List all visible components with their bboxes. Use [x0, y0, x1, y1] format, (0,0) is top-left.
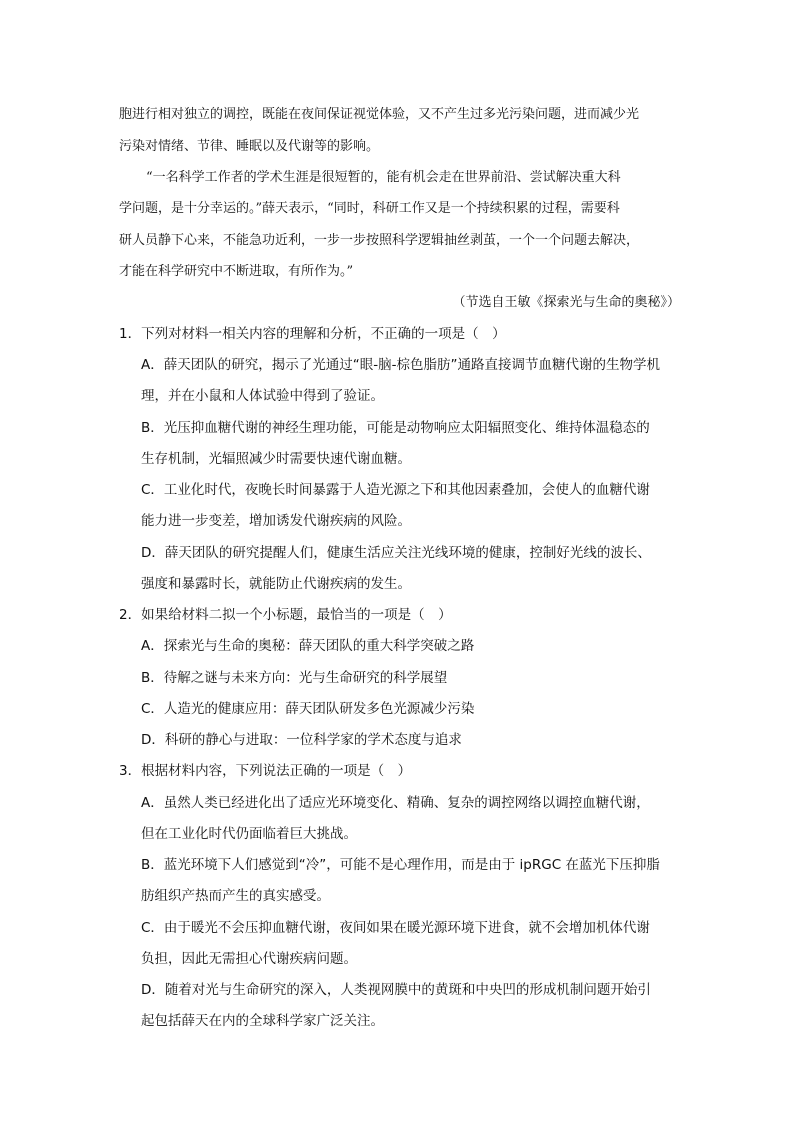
passage-line: 才能在科学研究中不断进取，有所作为。”: [119, 264, 354, 279]
option-d: D．科研的静心与进取：一位科学家的学术态度与追求: [141, 732, 462, 748]
option-a: A．虽然人类已经进化出了适应光环境变化、精确、复杂的调控网络以调控血糖代谢，: [141, 795, 650, 811]
option-b-cont: 生存机制，光辐照减少时需要快速代谢血糖。: [141, 451, 411, 467]
option-a-cont: 理，并在小鼠和人体试验中得到了验证。: [141, 388, 384, 404]
passage-line: 研人员静下心来，不能急功近利，一步一步按照科学逻辑抽丝剥茧，一个一个问题去解决，: [119, 233, 640, 248]
option-d-cont: 起包括薛天在内的全球科学家广泛关注。: [141, 1013, 384, 1029]
option-b: B．光压抑血糖代谢的神经生理功能，可能是动物响应太阳辐照变化、维持体温稳态的: [141, 420, 650, 436]
option-b: B．蓝光环境下人们感觉到“冷”，可能不是心理作用，而是由于 ipRGC 在蓝光下压抑脂: [141, 857, 660, 873]
option-b-cont: 肪组织产热而产生的真实感受。: [141, 888, 330, 904]
option-c: C．工业化时代，夜晚长时间暴露于人造光源之下和其他因素叠加，会使人的血糖代谢: [141, 482, 650, 498]
question-stem: 2．如果给材料二拟一个小标题，最恰当的一项是（ ）: [119, 607, 452, 623]
passage-line: 胞进行相对独立的调控，既能在夜间保证视觉体验，又不产生过多光污染问题，进而减少光: [119, 107, 640, 122]
passage-line: 学问题，是十分幸运的。”薛天表示，“同时，科研工作又是一个持续积累的过程，需要科: [119, 201, 620, 216]
option-a: A．薛天团队的研究，揭示了光通过“眼-脑-棕色脂肪”通路直接调节血糖代谢的生物学机: [141, 357, 660, 373]
option-d: D．随着对光与生命研究的深入，人类视网膜中的黄斑和中央凹的形成机制问题开始引: [141, 982, 651, 998]
option-c: C．由于暖光不会压抑血糖代谢，夜间如果在暖光源环境下进食，就不会增加机体代谢: [141, 920, 650, 936]
option-c-cont: 负担，因此无需担心代谢疾病问题。: [141, 951, 357, 967]
option-c-cont: 能力进一步变差，增加诱发代谢疾病的风险。: [141, 513, 411, 529]
passage-line: “一名科学工作者的学术生涯是很短暂的，能有机会走在世界前沿、尝试解决重大科: [146, 170, 621, 185]
question-stem: 3．根据材料内容，下列说法正确的一项是（ ）: [119, 763, 412, 779]
passage-line: 污染对情绪、节律、睡眠以及代谢等的影响。: [119, 139, 380, 154]
option-b: B．待解之谜与未来方向：光与生命研究的科学展望: [141, 670, 448, 686]
option-d: D．薛天团队的研究提醒人们，健康生活应关注光线环境的健康，控制好光线的波长、: [141, 545, 651, 561]
passage-source: （节选自王敏《探索光与生命的奥秘》）: [452, 295, 680, 310]
option-a-cont: 但在工业化时代仍面临着巨大挑战。: [141, 826, 357, 842]
option-c: C．人造光的健康应用：薛天团队研发多色光源减少污染: [141, 701, 475, 717]
option-a: A．探索光与生命的奥秘：薛天团队的重大科学突破之路: [141, 638, 475, 654]
option-d-cont: 强度和暴露时长，就能防止代谢疾病的发生。: [141, 576, 411, 592]
question-stem: 1．下列对材料一相关内容的理解和分析，不正确的一项是（ ）: [119, 326, 506, 342]
